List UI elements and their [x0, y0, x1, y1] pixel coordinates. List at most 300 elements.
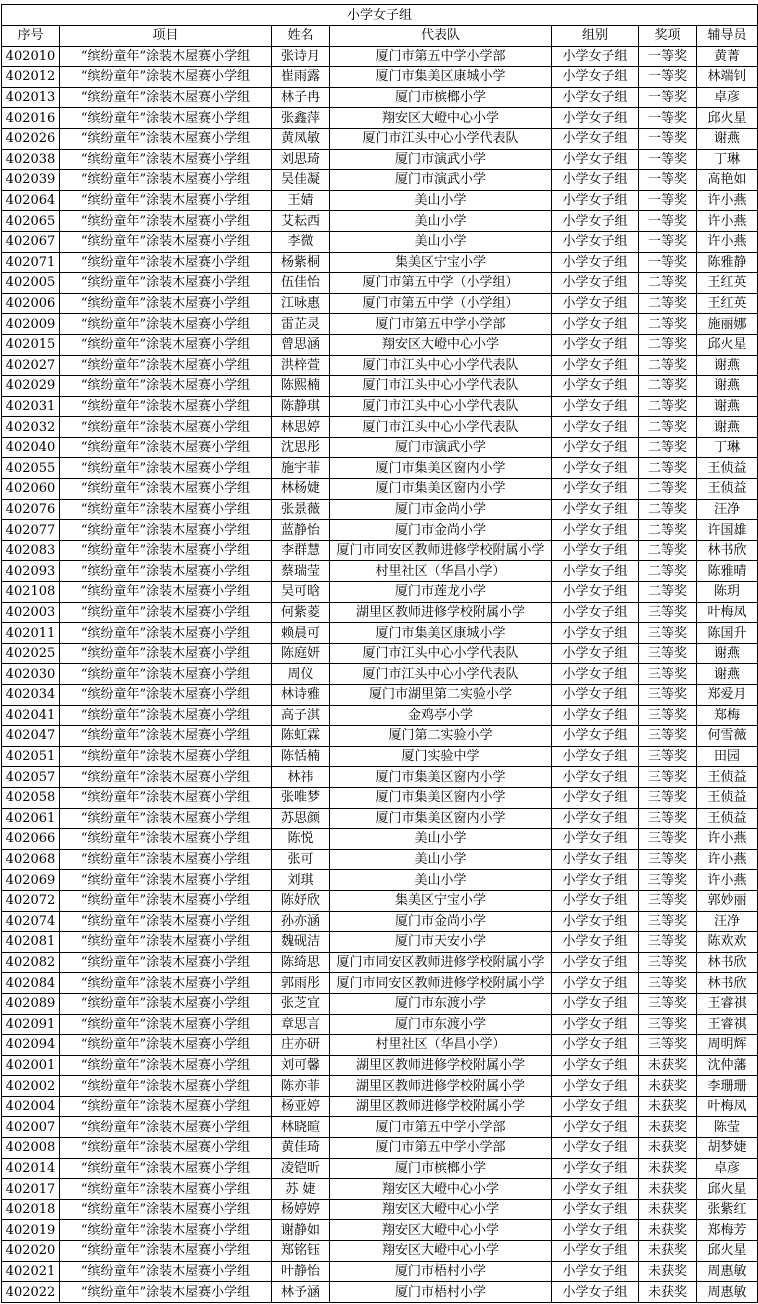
name-cell: 施宇菲 — [272, 458, 330, 479]
coach-cell: 邱火星 — [697, 334, 758, 355]
team-cell: 厦门市东渡小学 — [330, 1014, 552, 1035]
project-cell: “缤纷童年”涂装木屋赛小学组 — [60, 87, 272, 108]
group-cell: 小学女子组 — [552, 623, 639, 644]
group-cell: 小学女子组 — [552, 1241, 639, 1262]
group-cell: 小学女子组 — [552, 170, 639, 191]
name-cell: 李微 — [272, 231, 330, 252]
serial-cell: 402064 — [2, 190, 60, 211]
serial-cell: 402018 — [2, 1199, 60, 1220]
serial-cell: 402065 — [2, 211, 60, 232]
coach-cell: 叶梅凤 — [697, 1096, 758, 1117]
name-cell: 周仪 — [272, 664, 330, 685]
team-cell: 厦门市金尚小学 — [330, 911, 552, 932]
serial-cell: 402031 — [2, 396, 60, 417]
coach-cell: 周惠敏 — [697, 1261, 758, 1282]
table-row — [2, 911, 758, 932]
name-cell: 林杨婕 — [272, 479, 330, 500]
serial-cell: 402019 — [2, 1220, 60, 1241]
coach-cell: 许小燕 — [697, 829, 758, 850]
award-cell: 三等奖 — [639, 787, 697, 808]
award-cell: 三等奖 — [639, 911, 697, 932]
group-cell: 小学女子组 — [552, 437, 639, 458]
name-cell: 刘琪 — [272, 870, 330, 891]
group-cell: 小学女子组 — [552, 1199, 639, 1220]
table-row — [2, 355, 758, 376]
award-cell: 三等奖 — [639, 746, 697, 767]
name-cell: 林子冉 — [272, 87, 330, 108]
project-cell: “缤纷童年”涂装木屋赛小学组 — [60, 1138, 272, 1159]
name-cell: 江咏惠 — [272, 293, 330, 314]
project-cell: “缤纷童年”涂装木屋赛小学组 — [60, 1179, 272, 1200]
award-cell: 二等奖 — [639, 479, 697, 500]
project-cell: “缤纷童年”涂装木屋赛小学组 — [60, 973, 272, 994]
team-cell: 厦门市演武小学 — [330, 149, 552, 170]
project-cell: “缤纷童年”涂装木屋赛小学组 — [60, 417, 272, 438]
name-cell: 李群慧 — [272, 540, 330, 561]
group-cell: 小学女子组 — [552, 1096, 639, 1117]
coach-cell: 谢燕 — [697, 128, 758, 149]
coach-cell: 汪净 — [697, 499, 758, 520]
group-cell: 小学女子组 — [552, 952, 639, 973]
group-cell: 小学女子组 — [552, 87, 639, 108]
coach-cell: 王睿祺 — [697, 1014, 758, 1035]
coach-cell: 王侦益 — [697, 767, 758, 788]
coach-cell: 林端钊 — [697, 67, 758, 88]
award-cell: 三等奖 — [639, 767, 697, 788]
team-cell: 厦门市江头中心小学代表队 — [330, 417, 552, 438]
award-cell: 三等奖 — [639, 685, 697, 706]
project-cell: “缤纷童年”涂装木屋赛小学组 — [60, 932, 272, 953]
name-cell: 叶静怡 — [272, 1261, 330, 1282]
name-cell: 刘思琦 — [272, 149, 330, 170]
table-row — [2, 334, 758, 355]
group-cell: 小学女子组 — [552, 932, 639, 953]
serial-cell: 402091 — [2, 1014, 60, 1035]
serial-cell: 402082 — [2, 952, 60, 973]
table-body — [2, 46, 758, 1302]
table-row — [2, 1055, 758, 1076]
group-cell: 小学女子组 — [552, 705, 639, 726]
team-cell: 厦门市江头中心小学代表队 — [330, 376, 552, 397]
serial-cell: 402014 — [2, 1158, 60, 1179]
team-cell: 美山小学 — [330, 231, 552, 252]
table-row — [2, 540, 758, 561]
serial-cell: 402015 — [2, 334, 60, 355]
serial-cell: 402011 — [2, 623, 60, 644]
coach-cell: 郭妙丽 — [697, 890, 758, 911]
award-cell: 一等奖 — [639, 46, 697, 67]
serial-cell: 402040 — [2, 437, 60, 458]
coach-cell: 周惠敏 — [697, 1282, 758, 1303]
award-cell: 未获奖 — [639, 1096, 697, 1117]
team-cell: 厦门市天安小学 — [330, 932, 552, 953]
project-cell: “缤纷童年”涂装木屋赛小学组 — [60, 993, 272, 1014]
serial-cell: 402001 — [2, 1055, 60, 1076]
table-row — [2, 829, 758, 850]
group-cell: 小学女子组 — [552, 685, 639, 706]
name-cell: 吴可晗 — [272, 582, 330, 603]
project-cell: “缤纷童年”涂装木屋赛小学组 — [60, 1014, 272, 1035]
group-cell: 小学女子组 — [552, 190, 639, 211]
award-cell: 一等奖 — [639, 108, 697, 129]
award-cell: 未获奖 — [639, 1282, 697, 1303]
group-cell: 小学女子组 — [552, 890, 639, 911]
table-row — [2, 849, 758, 870]
group-cell: 小学女子组 — [552, 1138, 639, 1159]
table-row — [2, 993, 758, 1014]
group-cell: 小学女子组 — [552, 1117, 639, 1138]
coach-cell: 许小燕 — [697, 870, 758, 891]
team-cell: 厦门市金尚小学 — [330, 520, 552, 541]
name-cell: 林予涵 — [272, 1282, 330, 1303]
team-cell: 厦门市第五中学小学部 — [330, 1117, 552, 1138]
group-cell: 小学女子组 — [552, 376, 639, 397]
award-cell: 三等奖 — [639, 1014, 697, 1035]
serial-cell: 402020 — [2, 1241, 60, 1262]
table-row — [2, 561, 758, 582]
serial-cell: 402039 — [2, 170, 60, 191]
team-cell: 翔安区大嶝中心小学 — [330, 1179, 552, 1200]
coach-cell: 谢燕 — [697, 396, 758, 417]
coach-cell: 王侦益 — [697, 787, 758, 808]
award-cell: 未获奖 — [639, 1138, 697, 1159]
coach-cell: 王红英 — [697, 273, 758, 294]
project-cell: “缤纷童年”涂装木屋赛小学组 — [60, 499, 272, 520]
group-cell: 小学女子组 — [552, 849, 639, 870]
group-cell: 小学女子组 — [552, 211, 639, 232]
group-cell: 小学女子组 — [552, 334, 639, 355]
project-cell: “缤纷童年”涂装木屋赛小学组 — [60, 273, 272, 294]
table-row — [2, 520, 758, 541]
coach-cell: 王红英 — [697, 293, 758, 314]
coach-cell: 黄菁 — [697, 46, 758, 67]
project-cell: “缤纷童年”涂装木屋赛小学组 — [60, 705, 272, 726]
name-cell: 张景薇 — [272, 499, 330, 520]
award-cell: 未获奖 — [639, 1199, 697, 1220]
serial-cell: 402007 — [2, 1117, 60, 1138]
team-cell: 厦门市江头中心小学代表队 — [330, 643, 552, 664]
group-cell: 小学女子组 — [552, 561, 639, 582]
team-cell: 集美区宁宝小学 — [330, 252, 552, 273]
team-cell: 厦门市梧村小学 — [330, 1282, 552, 1303]
serial-cell: 402067 — [2, 231, 60, 252]
serial-cell: 402076 — [2, 499, 60, 520]
project-cell: “缤纷童年”涂装木屋赛小学组 — [60, 1158, 272, 1179]
group-cell: 小学女子组 — [552, 293, 639, 314]
group-cell: 小学女子组 — [552, 108, 639, 129]
team-cell: 厦门市槟榔小学 — [330, 1158, 552, 1179]
coach-cell: 田园 — [697, 746, 758, 767]
group-cell: 小学女子组 — [552, 1220, 639, 1241]
group-cell: 小学女子组 — [552, 1076, 639, 1097]
project-cell: “缤纷童年”涂装木屋赛小学组 — [60, 170, 272, 191]
coach-cell: 林书欣 — [697, 540, 758, 561]
name-cell: 赖晨可 — [272, 623, 330, 644]
award-cell: 二等奖 — [639, 520, 697, 541]
team-cell: 翔安区大嶝中心小学 — [330, 334, 552, 355]
group-cell: 小学女子组 — [552, 1035, 639, 1056]
group-cell: 小学女子组 — [552, 479, 639, 500]
coach-cell: 陈雅晴 — [697, 561, 758, 582]
name-cell: 洪梓萱 — [272, 355, 330, 376]
project-cell: “缤纷童年”涂装木屋赛小学组 — [60, 829, 272, 850]
serial-cell: 402010 — [2, 46, 60, 67]
project-cell: “缤纷童年”涂装木屋赛小学组 — [60, 252, 272, 273]
serial-cell: 402012 — [2, 67, 60, 88]
name-cell: 林思婷 — [272, 417, 330, 438]
team-cell: 美山小学 — [330, 190, 552, 211]
group-cell: 小学女子组 — [552, 602, 639, 623]
table-row — [2, 808, 758, 829]
name-cell: 黄佳琦 — [272, 1138, 330, 1159]
table-row — [2, 1014, 758, 1035]
serial-cell: 402034 — [2, 685, 60, 706]
award-cell: 一等奖 — [639, 87, 697, 108]
name-cell: 苏 婕 — [272, 1179, 330, 1200]
project-cell: “缤纷童年”涂装木屋赛小学组 — [60, 1096, 272, 1117]
name-cell: 凌铠昕 — [272, 1158, 330, 1179]
name-cell: 蓝静怡 — [272, 520, 330, 541]
name-cell: 张可 — [272, 849, 330, 870]
name-cell: 何紫菱 — [272, 602, 330, 623]
group-cell: 小学女子组 — [552, 67, 639, 88]
table-row — [2, 170, 758, 191]
team-cell: 厦门市演武小学 — [330, 437, 552, 458]
serial-cell: 402077 — [2, 520, 60, 541]
table-row — [2, 623, 758, 644]
coach-cell: 何雪薇 — [697, 726, 758, 747]
table-row — [2, 1220, 758, 1241]
group-cell: 小学女子组 — [552, 1014, 639, 1035]
coach-cell: 卓彦 — [697, 87, 758, 108]
team-cell: 厦门市第五中学小学部 — [330, 314, 552, 335]
team-cell: 湖里区教师进修学校附属小学 — [330, 1096, 552, 1117]
serial-cell: 402066 — [2, 829, 60, 850]
coach-cell: 许小燕 — [697, 231, 758, 252]
serial-cell: 402032 — [2, 417, 60, 438]
coach-cell: 谢燕 — [697, 643, 758, 664]
award-cell: 一等奖 — [639, 170, 697, 191]
table-row — [2, 664, 758, 685]
award-cell: 三等奖 — [639, 829, 697, 850]
table-row — [2, 1117, 758, 1138]
column-header: 项目 — [60, 26, 272, 47]
name-cell: 陈亦菲 — [272, 1076, 330, 1097]
award-cell: 二等奖 — [639, 499, 697, 520]
award-cell: 未获奖 — [639, 1220, 697, 1241]
table-row — [2, 128, 758, 149]
coach-cell: 李珊珊 — [697, 1076, 758, 1097]
name-cell: 郑铭钰 — [272, 1241, 330, 1262]
project-cell: “缤纷童年”涂装木屋赛小学组 — [60, 108, 272, 129]
column-header: 奖项 — [639, 26, 697, 47]
group-cell: 小学女子组 — [552, 417, 639, 438]
name-cell: 陈妤欣 — [272, 890, 330, 911]
project-cell: “缤纷童年”涂装木屋赛小学组 — [60, 314, 272, 335]
team-cell: 翔安区大嶝中心小学 — [330, 108, 552, 129]
group-cell: 小学女子组 — [552, 396, 639, 417]
team-cell: 美山小学 — [330, 849, 552, 870]
group-cell: 小学女子组 — [552, 973, 639, 994]
serial-cell: 402074 — [2, 911, 60, 932]
table-row — [2, 231, 758, 252]
project-cell: “缤纷童年”涂装木屋赛小学组 — [60, 540, 272, 561]
coach-cell: 谢燕 — [697, 417, 758, 438]
coach-cell: 叶梅凤 — [697, 602, 758, 623]
award-cell: 二等奖 — [639, 355, 697, 376]
award-cell: 三等奖 — [639, 973, 697, 994]
serial-cell: 402093 — [2, 561, 60, 582]
group-cell: 小学女子组 — [552, 540, 639, 561]
group-cell: 小学女子组 — [552, 911, 639, 932]
group-cell: 小学女子组 — [552, 458, 639, 479]
award-cell: 未获奖 — [639, 1076, 697, 1097]
name-cell: 崔雨露 — [272, 67, 330, 88]
table-row — [2, 1261, 758, 1282]
team-cell: 厦门市江头中心小学代表队 — [330, 664, 552, 685]
coach-cell: 王侦益 — [697, 808, 758, 829]
award-cell: 未获奖 — [639, 1179, 697, 1200]
award-cell: 三等奖 — [639, 623, 697, 644]
group-cell: 小学女子组 — [552, 355, 639, 376]
team-cell: 金鸡亭小学 — [330, 705, 552, 726]
coach-cell: 丁琳 — [697, 149, 758, 170]
team-cell: 美山小学 — [330, 829, 552, 850]
name-cell: 曾思涵 — [272, 334, 330, 355]
award-cell: 三等奖 — [639, 705, 697, 726]
team-cell: 厦门市莲龙小学 — [330, 582, 552, 603]
project-cell: “缤纷童年”涂装木屋赛小学组 — [60, 1117, 272, 1138]
award-cell: 二等奖 — [639, 376, 697, 397]
serial-cell: 402071 — [2, 252, 60, 273]
team-cell: 厦门市集美区康城小学 — [330, 623, 552, 644]
group-cell: 小学女子组 — [552, 1158, 639, 1179]
serial-cell: 402021 — [2, 1261, 60, 1282]
project-cell: “缤纷童年”涂装木屋赛小学组 — [60, 849, 272, 870]
name-cell: 魏砚洁 — [272, 932, 330, 953]
group-cell: 小学女子组 — [552, 499, 639, 520]
project-cell: “缤纷童年”涂装木屋赛小学组 — [60, 67, 272, 88]
project-cell: “缤纷童年”涂装木屋赛小学组 — [60, 911, 272, 932]
group-cell: 小学女子组 — [552, 829, 639, 850]
name-cell: 陈静琪 — [272, 396, 330, 417]
award-cell: 未获奖 — [639, 1158, 697, 1179]
group-cell: 小学女子组 — [552, 128, 639, 149]
award-cell: 三等奖 — [639, 726, 697, 747]
award-cell: 三等奖 — [639, 890, 697, 911]
coach-cell: 王睿祺 — [697, 993, 758, 1014]
coach-cell: 周明辉 — [697, 1035, 758, 1056]
project-cell: “缤纷童年”涂装木屋赛小学组 — [60, 767, 272, 788]
coach-cell: 卓彦 — [697, 1158, 758, 1179]
serial-cell: 402057 — [2, 767, 60, 788]
table-row — [2, 787, 758, 808]
team-cell: 厦门市湖里第二实验小学 — [330, 685, 552, 706]
table-row — [2, 1179, 758, 1200]
table-row — [2, 726, 758, 747]
coach-cell: 王侦益 — [697, 458, 758, 479]
coach-cell: 陈雅静 — [697, 252, 758, 273]
table-row — [2, 293, 758, 314]
project-cell: “缤纷童年”涂装木屋赛小学组 — [60, 211, 272, 232]
table-row — [2, 932, 758, 953]
team-cell: 厦门市集美区窗内小学 — [330, 787, 552, 808]
coach-cell: 丁琳 — [697, 437, 758, 458]
serial-cell: 402004 — [2, 1096, 60, 1117]
coach-cell: 汪净 — [697, 911, 758, 932]
serial-cell: 402058 — [2, 787, 60, 808]
team-cell: 厦门市同安区教师进修学校附属小学 — [330, 952, 552, 973]
award-cell: 三等奖 — [639, 808, 697, 829]
header-row — [2, 26, 758, 47]
name-cell: 艾耘西 — [272, 211, 330, 232]
serial-cell: 402094 — [2, 1035, 60, 1056]
serial-cell: 402055 — [2, 458, 60, 479]
group-cell: 小学女子组 — [552, 149, 639, 170]
coach-cell: 高艳如 — [697, 170, 758, 191]
table-row — [2, 890, 758, 911]
name-cell: 吴佳凝 — [272, 170, 330, 191]
coach-cell: 胡梦婕 — [697, 1138, 758, 1159]
project-cell: “缤纷童年”涂装木屋赛小学组 — [60, 376, 272, 397]
group-cell: 小学女子组 — [552, 46, 639, 67]
team-cell: 厦门市演武小学 — [330, 170, 552, 191]
project-cell: “缤纷童年”涂装木屋赛小学组 — [60, 1282, 272, 1303]
award-cell: 未获奖 — [639, 1055, 697, 1076]
award-cell: 三等奖 — [639, 932, 697, 953]
column-header: 姓名 — [272, 26, 330, 47]
table-row — [2, 582, 758, 603]
project-cell: “缤纷童年”涂装木屋赛小学组 — [60, 458, 272, 479]
table-row — [2, 643, 758, 664]
name-cell: 谢静如 — [272, 1220, 330, 1241]
name-cell: 张唯梦 — [272, 787, 330, 808]
team-cell: 厦门实验中学 — [330, 746, 552, 767]
serial-cell: 402016 — [2, 108, 60, 129]
serial-cell: 402006 — [2, 293, 60, 314]
project-cell: “缤纷童年”涂装木屋赛小学组 — [60, 396, 272, 417]
name-cell: 庄亦研 — [272, 1035, 330, 1056]
name-cell: 陈悦 — [272, 829, 330, 850]
team-cell: 美山小学 — [330, 211, 552, 232]
team-cell: 翔安区大嶝中心小学 — [330, 1199, 552, 1220]
name-cell: 陈熙楠 — [272, 376, 330, 397]
serial-cell: 402022 — [2, 1282, 60, 1303]
serial-cell: 402084 — [2, 973, 60, 994]
project-cell: “缤纷童年”涂装木屋赛小学组 — [60, 1199, 272, 1220]
group-cell: 小学女子组 — [552, 273, 639, 294]
table-row — [2, 1282, 758, 1303]
project-cell: “缤纷童年”涂装木屋赛小学组 — [60, 808, 272, 829]
award-cell: 未获奖 — [639, 1241, 697, 1262]
name-cell: 郭雨彤 — [272, 973, 330, 994]
team-cell: 厦门市江头中心小学代表队 — [330, 128, 552, 149]
project-cell: “缤纷童年”涂装木屋赛小学组 — [60, 623, 272, 644]
table-row — [2, 685, 758, 706]
team-cell: 厦门市集美区窗内小学 — [330, 767, 552, 788]
serial-cell: 402017 — [2, 1179, 60, 1200]
project-cell: “缤纷童年”涂装木屋赛小学组 — [60, 685, 272, 706]
award-cell: 二等奖 — [639, 273, 697, 294]
name-cell: 陈绮思 — [272, 952, 330, 973]
serial-cell: 402089 — [2, 993, 60, 1014]
serial-cell: 402047 — [2, 726, 60, 747]
name-cell: 苏思颜 — [272, 808, 330, 829]
name-cell: 雷芷灵 — [272, 314, 330, 335]
serial-cell: 402061 — [2, 808, 60, 829]
table-row — [2, 108, 758, 129]
table-row — [2, 1138, 758, 1159]
